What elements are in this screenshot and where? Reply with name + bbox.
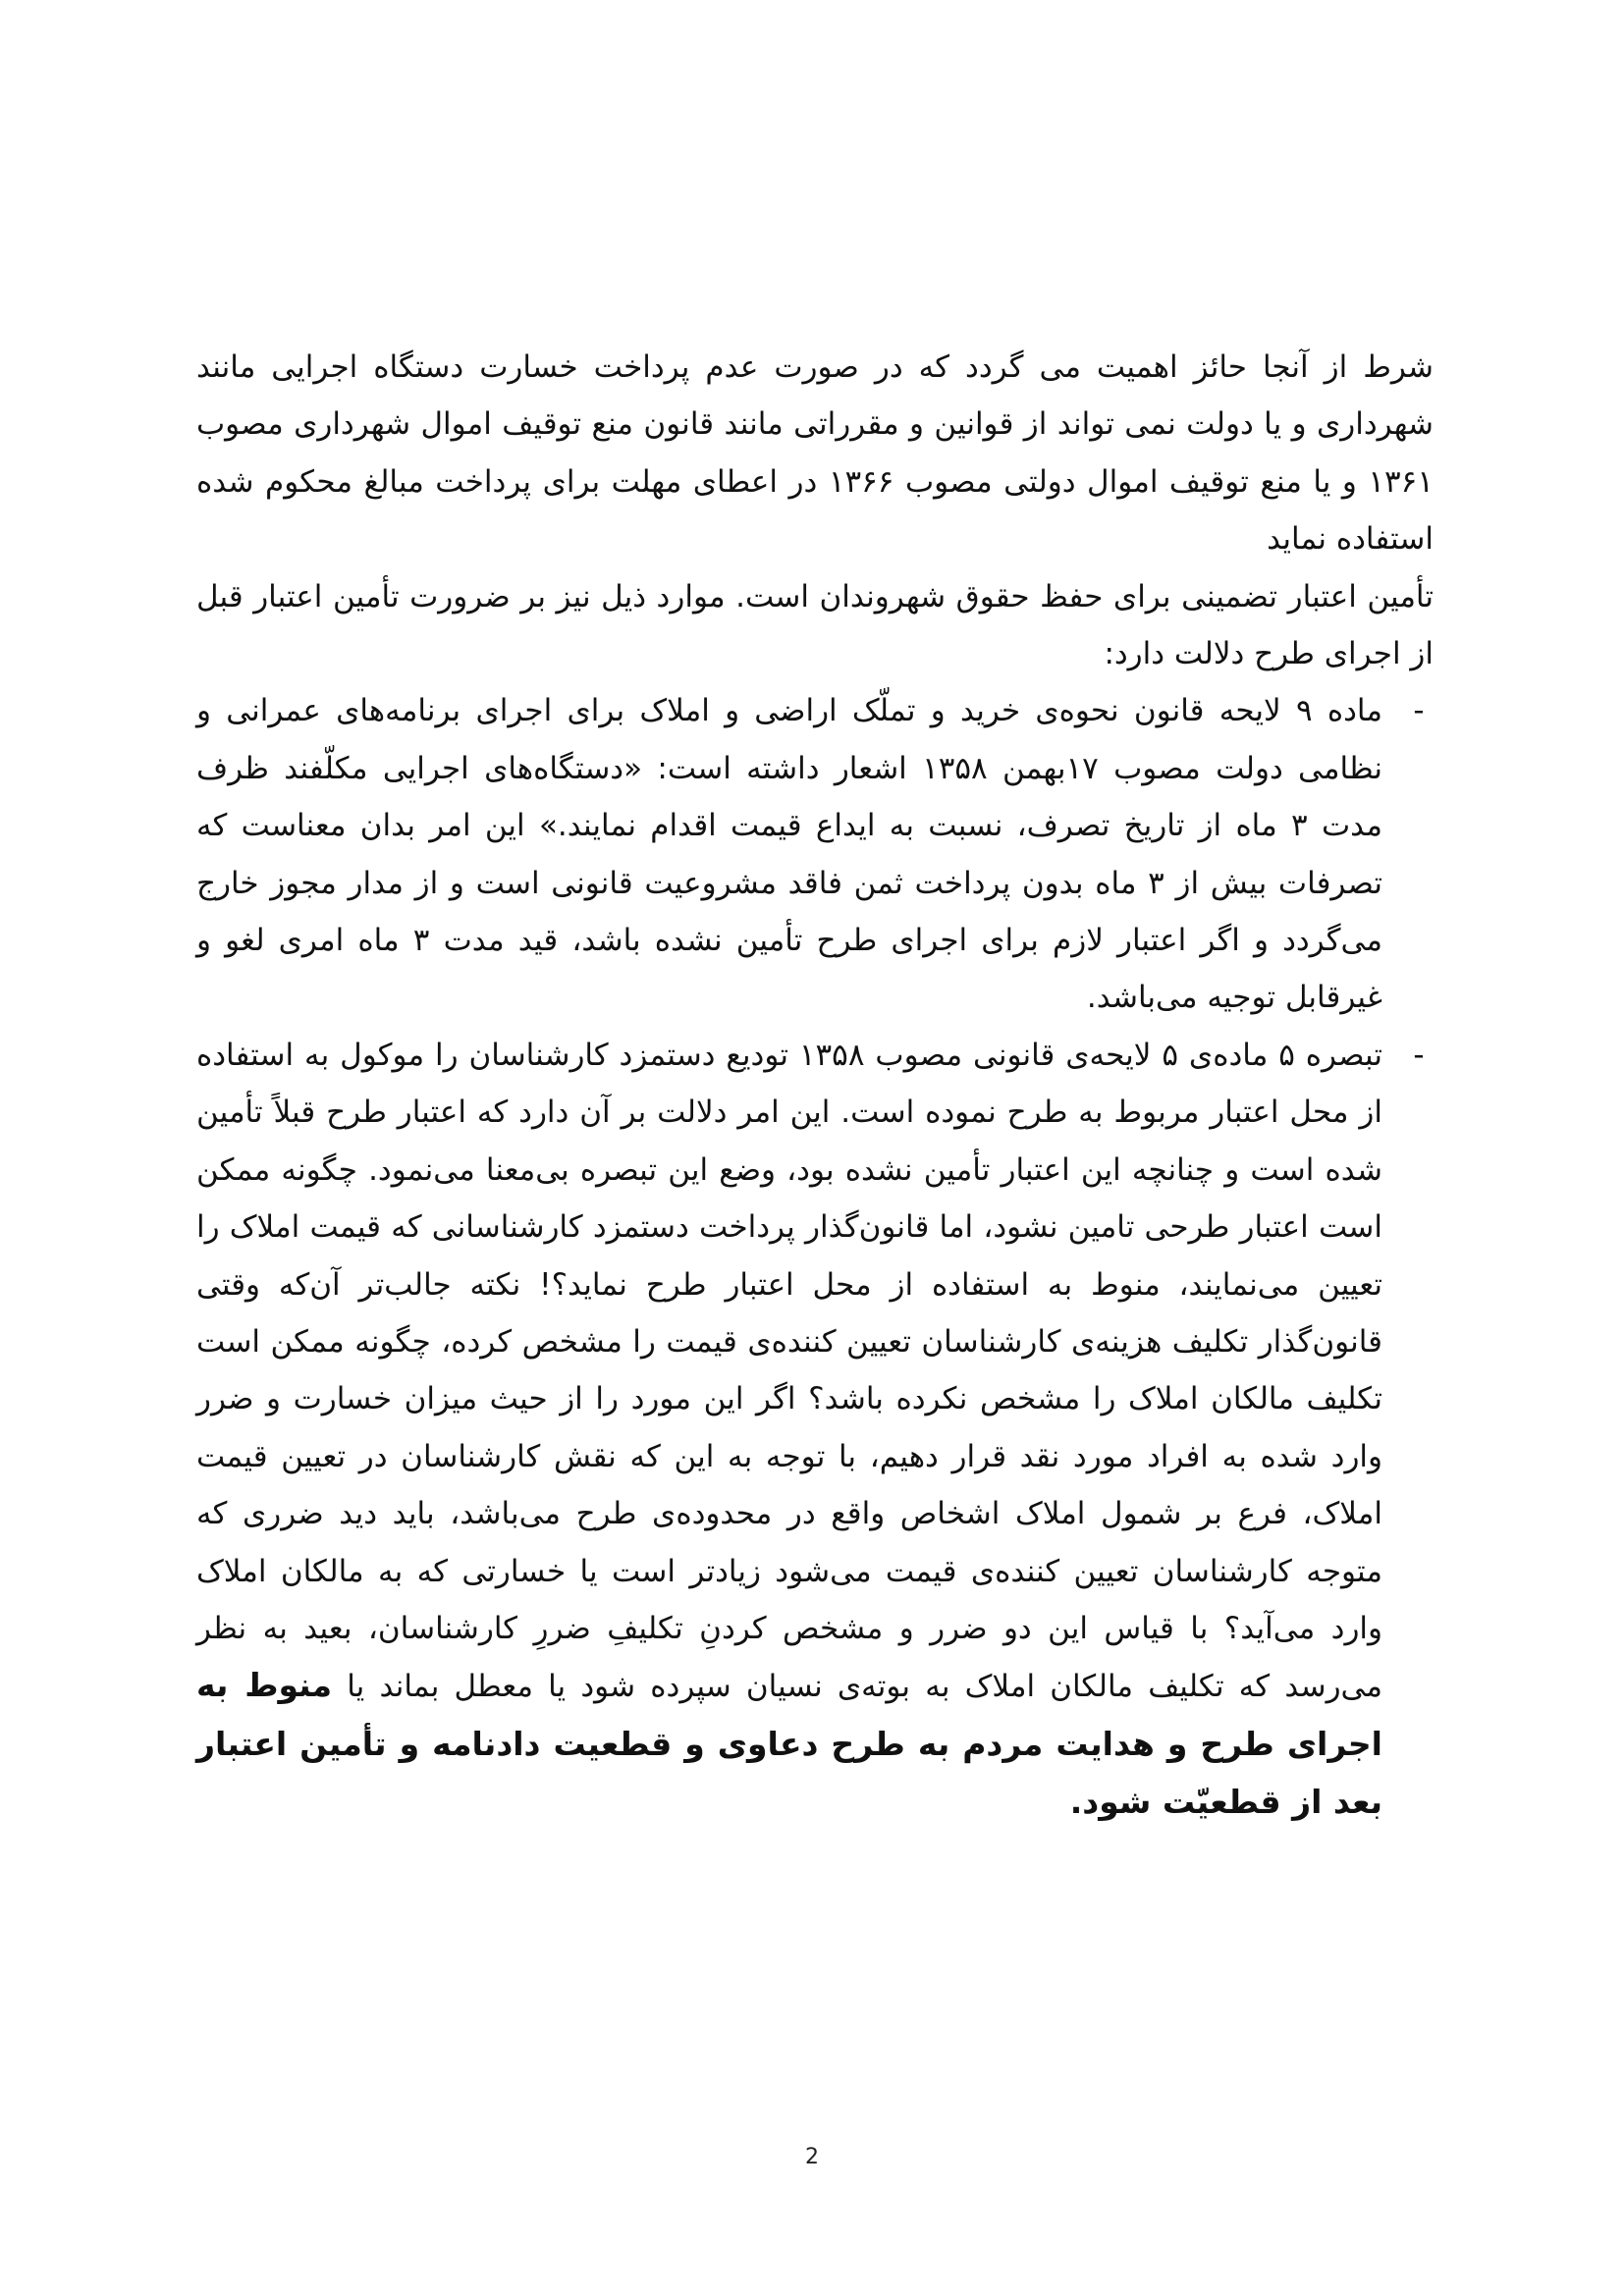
list-item-text — [196, 1027, 1382, 1833]
list-item-text: ماده ۹ لایحه قانون نحوه‌ی خرید و تملّک اراضی و املاک برای اجرای برنامه‌های عمرانی و نظامی دولت مصوب ۱۷بهمن ۱۳۵۸ اشعار داشته است: «دستگاه‌های اجرایی مکلّفند ظرف مدت ۳ ماه از تاریخ تصرف، نسبت به ایداع قیمت اقدام نمایند.» این امر بدان معناست که تصرفات بیش از ۳ ماه بدون پرداخت ثمن فاقد مشروعیت قانونی است و از مدار مجوز خارج می‌گردد و اگر اعتبار لازم برای اجرای طرح تأمین نشده باشد، قید مدت ۳ ماه امری لغو و غیرقابل توجیه می‌باشد. — [196, 693, 1383, 1016]
page-number: 2 — [805, 2145, 819, 2169]
list-marker: - — [1413, 693, 1425, 729]
list-item-text-bold: منوط به اجرای طرح و هدایت مردم به طرح دعاوی و قطعیت دادنامه و تأمین اعتبار بعد از قطعیّت شود. — [196, 1666, 1382, 1822]
list-item-1 — [196, 682, 1434, 1026]
bullet-list — [196, 682, 1434, 1832]
paragraph-2: تأمین اعتبار تضمینی برای حفظ حقوق شهروندان است. موارد ذیل نیز بر ضرورت تأمین اعتبار قبل از اجرای طرح دلالت دارد: — [196, 578, 1434, 672]
paragraph-1: شرط از آنجا حائز اهمیت می گردد که در صورت عدم پرداخت خسارت دستگاه اجرایی مانند شهرداری و یا دولت نمی تواند از قوانین و مقرراتی مانند قانون منع توقیف اموال شهرداری مصوب ۱۳۶۱ و یا منع توقیف اموال دولتی مصوب ۱۳۶۶ در اعطای مهلت برای پرداخت مبالغ محکوم شده استفاده نماید — [196, 349, 1434, 558]
list-item-2 — [196, 1027, 1434, 1833]
list-item-text-regular: تبصره ۵ ماده‌ی ۵ لایحه‌ی قانونی مصوب ۱۳۵۸ توديع دستمزد کارشناسان را موکول به استفاده از محل اعتبار مربوط به طرح نموده است. این امر دلالت بر آن دارد که اعتبار طرح قبلاً تأمین شده است و چنانچه این اعتبار تأمین نشده بود، وضع این تبصره بی‌معنا می‌نمود. چگونه ممکن است اعتبار طرحی تامین نشود، اما قانون‌گذار پرداخت دستمزد کارشناسانی که قیمت املاک را تعیین می‌نمایند، منوط به استفاده از محل اعتبار طرح نماید؟! نکته جالب‌تر آن‌که وقتی قانون‌گذار تکلیف هزینه‌ی کارشناسان تعیین کننده‌ی قیمت را مشخص کرده، چگونه ممکن است تکلیف مالکان املاک را مشخص نکرده باشد؟ اگر این مورد را از حیث میزان خسارت و ضرر وارد شده به افراد مورد نقد قرار دهیم، با توجه به این که نقش کارشناسان در تعیین قیمت املاک، فرع بر شمول املاک اشخاص واقع در محدوده‌ی طرح می‌باشد، باید دید ضرری که متوجه کارشناسان تعیین کننده‌ی قیمت می‌شود زیادتر است یا خسارتی که به مالکان املاک وارد می‌آید؟ با قیاس این دو ضرر و مشخص کردنِ تکلیفِ ضررِ کارشناسان، بعید به نظر می‌رسد که تکلیف مالکان املاک به بوته‌ی نسیان سپرده شود یا معطل بماند یا — [196, 1037, 1382, 1705]
document-body — [196, 339, 1434, 1833]
list-marker: - — [1413, 1037, 1425, 1073]
